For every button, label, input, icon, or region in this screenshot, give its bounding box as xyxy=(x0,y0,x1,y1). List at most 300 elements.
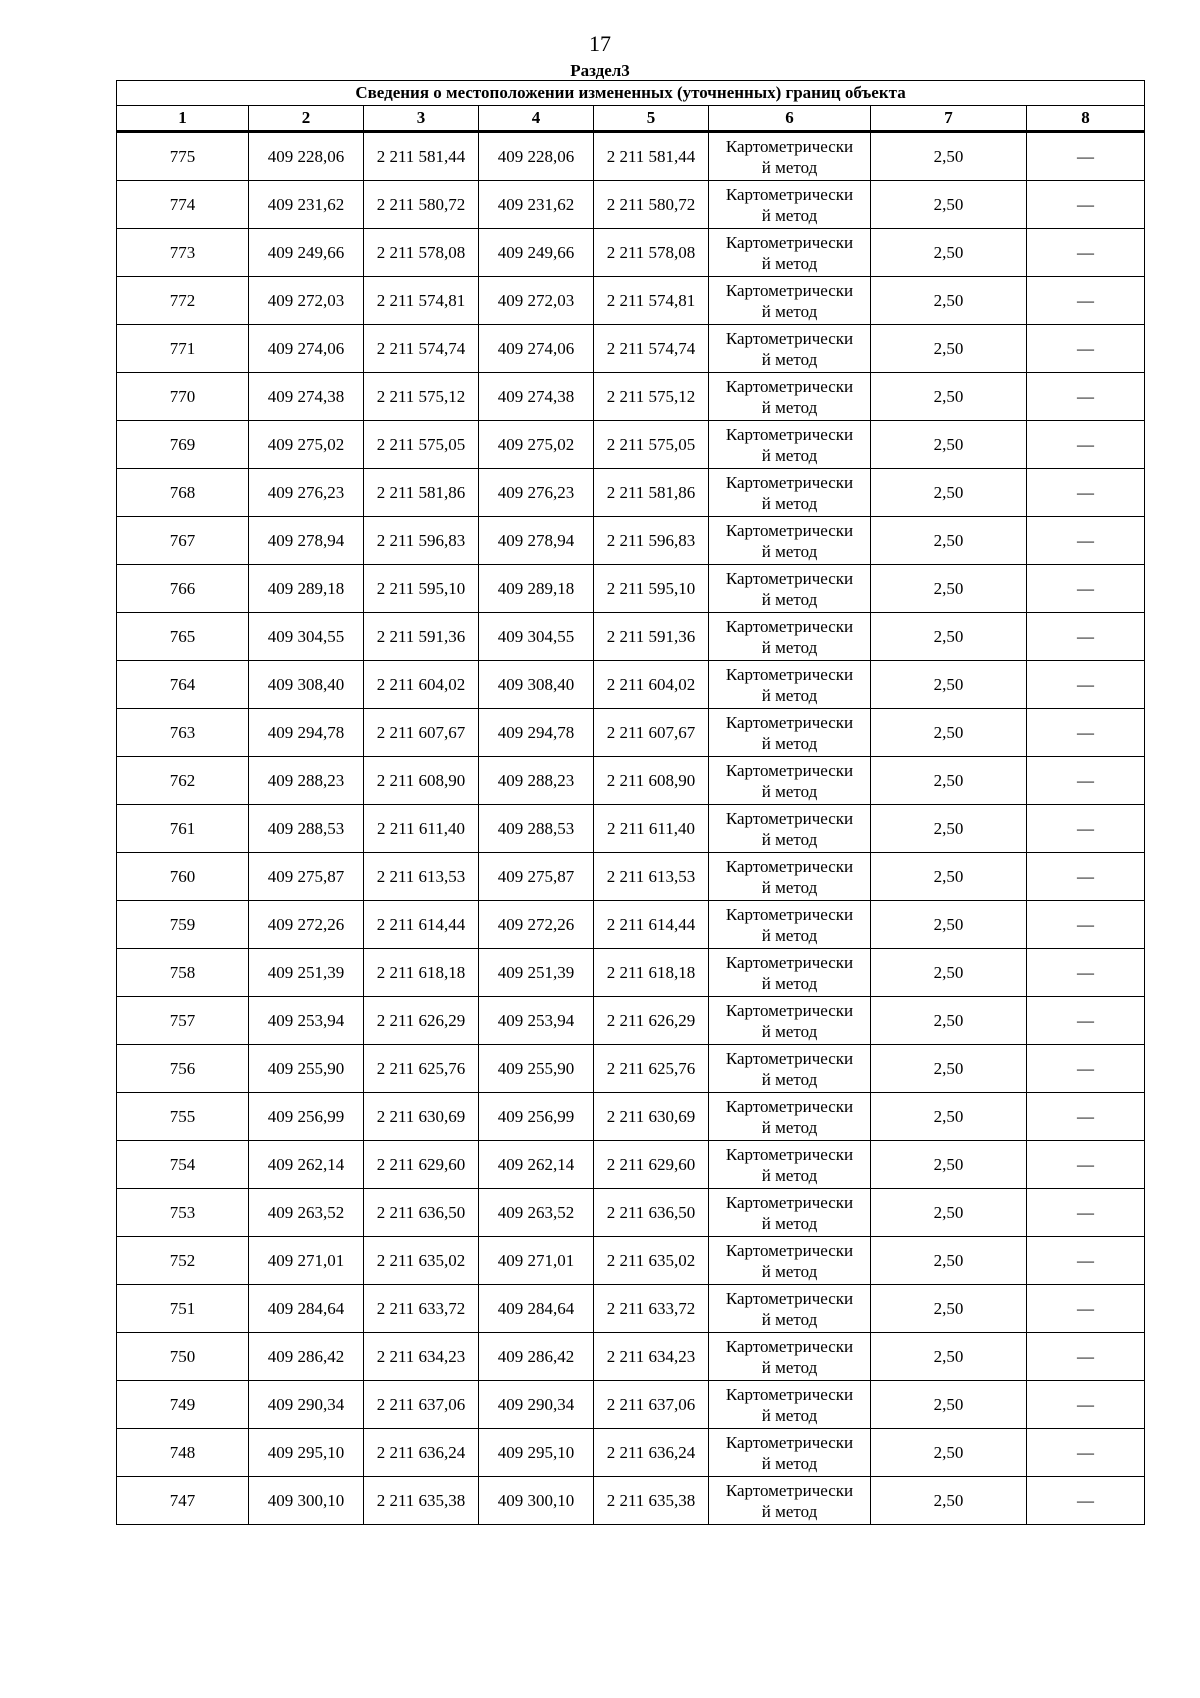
cell-note: — xyxy=(1027,1141,1145,1189)
cell-method xyxy=(709,901,871,949)
method-text-line-2: й метод xyxy=(761,349,818,369)
cell-x2: 409 272,26 xyxy=(479,901,594,949)
cell-y2: 2 211 618,18 xyxy=(594,949,709,997)
cell-n: 771 xyxy=(117,325,249,373)
method-text-line-1: Картометрически xyxy=(725,424,854,444)
table-row xyxy=(117,805,1145,853)
cell-method xyxy=(709,1333,871,1381)
cell-precision: 2,50 xyxy=(871,1093,1027,1141)
cell-y2: 2 211 613,53 xyxy=(594,853,709,901)
column-number-3: 3 xyxy=(364,106,479,132)
cell-y1: 2 211 634,23 xyxy=(364,1333,479,1381)
method-text-line-2: й метод xyxy=(761,1117,818,1137)
table-row xyxy=(117,949,1145,997)
cell-note: — xyxy=(1027,229,1145,277)
method-text-line-1: Картометрически xyxy=(725,1048,854,1068)
table-row xyxy=(117,901,1145,949)
cell-precision: 2,50 xyxy=(871,661,1027,709)
cell-x2: 409 308,40 xyxy=(479,661,594,709)
cell-y1: 2 211 636,50 xyxy=(364,1189,479,1237)
cell-note: — xyxy=(1027,949,1145,997)
cell-n: 766 xyxy=(117,565,249,613)
method-text-line-1: Картометрически xyxy=(725,712,854,732)
cell-y1: 2 211 635,38 xyxy=(364,1477,479,1525)
method-text-line-2: й метод xyxy=(761,1069,818,1089)
cell-method xyxy=(709,997,871,1045)
method-text-line-2: й метод xyxy=(761,733,818,753)
cell-y2: 2 211 575,05 xyxy=(594,421,709,469)
cell-method xyxy=(709,421,871,469)
cell-x2: 409 274,06 xyxy=(479,325,594,373)
cell-note: — xyxy=(1027,1093,1145,1141)
method-text-line-2: й метод xyxy=(761,1165,818,1185)
method-text-line-1: Картометрически xyxy=(725,280,854,300)
cell-x2: 409 284,64 xyxy=(479,1285,594,1333)
cell-x2: 409 288,23 xyxy=(479,757,594,805)
method-text-line-1: Картометрически xyxy=(725,1240,854,1260)
method-text-line-1: Картометрически xyxy=(725,1480,854,1500)
table-row xyxy=(117,421,1145,469)
cell-x2: 409 255,90 xyxy=(479,1045,594,1093)
method-text-line-1: Картометрически xyxy=(725,232,854,252)
cell-x1: 409 284,64 xyxy=(249,1285,364,1333)
method-text-line-1: Картометрически xyxy=(725,568,854,588)
cell-method xyxy=(709,757,871,805)
cell-y1: 2 211 630,69 xyxy=(364,1093,479,1141)
column-number-1: 1 xyxy=(117,106,249,132)
cell-n: 747 xyxy=(117,1477,249,1525)
cell-x1: 409 278,94 xyxy=(249,517,364,565)
cell-n: 769 xyxy=(117,421,249,469)
cell-y2: 2 211 629,60 xyxy=(594,1141,709,1189)
cell-method xyxy=(709,517,871,565)
cell-y2: 2 211 581,44 xyxy=(594,132,709,181)
column-numbers-row xyxy=(117,106,1145,132)
method-text-line-1: Картометрически xyxy=(725,136,854,156)
cell-x1: 409 294,78 xyxy=(249,709,364,757)
cell-y1: 2 211 604,02 xyxy=(364,661,479,709)
cell-y1: 2 211 595,10 xyxy=(364,565,479,613)
cell-x2: 409 262,14 xyxy=(479,1141,594,1189)
cell-precision: 2,50 xyxy=(871,1237,1027,1285)
cell-method xyxy=(709,1429,871,1477)
cell-method xyxy=(709,325,871,373)
cell-n: 768 xyxy=(117,469,249,517)
table-row xyxy=(117,1285,1145,1333)
method-text-line-2: й метод xyxy=(761,397,818,417)
cell-x2: 409 276,23 xyxy=(479,469,594,517)
cell-x2: 409 274,38 xyxy=(479,373,594,421)
cell-y2: 2 211 581,86 xyxy=(594,469,709,517)
cell-method xyxy=(709,181,871,229)
method-text-line-2: й метод xyxy=(761,1357,818,1377)
cell-precision: 2,50 xyxy=(871,1333,1027,1381)
table-row xyxy=(117,229,1145,277)
cell-x1: 409 288,23 xyxy=(249,757,364,805)
cell-y2: 2 211 574,74 xyxy=(594,325,709,373)
cell-x2: 409 271,01 xyxy=(479,1237,594,1285)
cell-x1: 409 271,01 xyxy=(249,1237,364,1285)
cell-n: 758 xyxy=(117,949,249,997)
cell-n: 755 xyxy=(117,1093,249,1141)
table-row xyxy=(117,1189,1145,1237)
table-row xyxy=(117,1477,1145,1525)
cell-precision: 2,50 xyxy=(871,1141,1027,1189)
cell-x1: 409 275,87 xyxy=(249,853,364,901)
cell-x2: 409 304,55 xyxy=(479,613,594,661)
cell-note: — xyxy=(1027,1381,1145,1429)
method-text-line-2: й метод xyxy=(761,253,818,273)
cell-x1: 409 231,62 xyxy=(249,181,364,229)
cell-precision: 2,50 xyxy=(871,949,1027,997)
cell-y1: 2 211 608,90 xyxy=(364,757,479,805)
table-caption: Сведения о местоположении измененных (уточненных) границ объекта xyxy=(117,81,1145,106)
cell-n: 764 xyxy=(117,661,249,709)
method-text-line-2: й метод xyxy=(761,877,818,897)
cell-note: — xyxy=(1027,373,1145,421)
cell-note: — xyxy=(1027,469,1145,517)
cell-note: — xyxy=(1027,1333,1145,1381)
table-row xyxy=(117,132,1145,181)
cell-y1: 2 211 574,74 xyxy=(364,325,479,373)
cell-y2: 2 211 614,44 xyxy=(594,901,709,949)
cell-note: — xyxy=(1027,805,1145,853)
method-text-line-2: й метод xyxy=(761,1405,818,1425)
cell-y2: 2 211 574,81 xyxy=(594,277,709,325)
table-body xyxy=(117,132,1145,1525)
method-text-line-1: Картометрически xyxy=(725,1096,854,1116)
cell-precision: 2,50 xyxy=(871,565,1027,613)
cell-x1: 409 304,55 xyxy=(249,613,364,661)
cell-y1: 2 211 581,86 xyxy=(364,469,479,517)
method-text-line-2: й метод xyxy=(761,1213,818,1233)
cell-x1: 409 300,10 xyxy=(249,1477,364,1525)
table-row xyxy=(117,565,1145,613)
method-text-line-2: й метод xyxy=(761,541,818,561)
cell-n: 765 xyxy=(117,613,249,661)
cell-method xyxy=(709,1141,871,1189)
cell-x1: 409 290,34 xyxy=(249,1381,364,1429)
table-caption-row xyxy=(117,81,1145,106)
cell-precision: 2,50 xyxy=(871,997,1027,1045)
method-text-line-1: Картометрически xyxy=(725,664,854,684)
cell-y1: 2 211 629,60 xyxy=(364,1141,479,1189)
cell-method xyxy=(709,805,871,853)
method-text-line-1: Картометрически xyxy=(725,1288,854,1308)
table-row xyxy=(117,1333,1145,1381)
cell-n: 753 xyxy=(117,1189,249,1237)
method-text-line-1: Картометрически xyxy=(725,1336,854,1356)
cell-x2: 409 300,10 xyxy=(479,1477,594,1525)
cell-y1: 2 211 618,18 xyxy=(364,949,479,997)
method-text-line-2: й метод xyxy=(761,445,818,465)
cell-method xyxy=(709,373,871,421)
cell-precision: 2,50 xyxy=(871,805,1027,853)
cell-y2: 2 211 580,72 xyxy=(594,181,709,229)
column-number-2: 2 xyxy=(249,106,364,132)
cell-x2: 409 231,62 xyxy=(479,181,594,229)
cell-x2: 409 295,10 xyxy=(479,1429,594,1477)
cell-y1: 2 211 614,44 xyxy=(364,901,479,949)
cell-precision: 2,50 xyxy=(871,853,1027,901)
cell-precision: 2,50 xyxy=(871,469,1027,517)
cell-x1: 409 274,06 xyxy=(249,325,364,373)
method-text-line-2: й метод xyxy=(761,1021,818,1041)
method-text-line-2: й метод xyxy=(761,1309,818,1329)
cell-x1: 409 289,18 xyxy=(249,565,364,613)
table-row xyxy=(117,277,1145,325)
cell-note: — xyxy=(1027,277,1145,325)
cell-y2: 2 211 636,50 xyxy=(594,1189,709,1237)
cell-note: — xyxy=(1027,661,1145,709)
cell-precision: 2,50 xyxy=(871,277,1027,325)
cell-method xyxy=(709,1477,871,1525)
method-text-line-2: й метод xyxy=(761,589,818,609)
cell-y2: 2 211 604,02 xyxy=(594,661,709,709)
table-row xyxy=(117,1141,1145,1189)
cell-precision: 2,50 xyxy=(871,229,1027,277)
cell-precision: 2,50 xyxy=(871,181,1027,229)
cell-x1: 409 262,14 xyxy=(249,1141,364,1189)
cell-n: 763 xyxy=(117,709,249,757)
cell-n: 772 xyxy=(117,277,249,325)
cell-x1: 409 251,39 xyxy=(249,949,364,997)
cell-n: 767 xyxy=(117,517,249,565)
cell-note: — xyxy=(1027,1189,1145,1237)
method-text-line-2: й метод xyxy=(761,205,818,225)
cell-y1: 2 211 574,81 xyxy=(364,277,479,325)
cell-note: — xyxy=(1027,613,1145,661)
cell-method xyxy=(709,1381,871,1429)
cell-precision: 2,50 xyxy=(871,613,1027,661)
cell-precision: 2,50 xyxy=(871,757,1027,805)
cell-n: 775 xyxy=(117,132,249,181)
column-number-7: 7 xyxy=(871,106,1027,132)
cell-x2: 409 275,87 xyxy=(479,853,594,901)
cell-method xyxy=(709,229,871,277)
cell-y1: 2 211 578,08 xyxy=(364,229,479,277)
cell-x2: 409 294,78 xyxy=(479,709,594,757)
boundary-coordinates-table xyxy=(116,80,1145,1525)
cell-y1: 2 211 637,06 xyxy=(364,1381,479,1429)
cell-y2: 2 211 607,67 xyxy=(594,709,709,757)
cell-note: — xyxy=(1027,1477,1145,1525)
cell-precision: 2,50 xyxy=(871,325,1027,373)
cell-precision: 2,50 xyxy=(871,709,1027,757)
cell-y2: 2 211 578,08 xyxy=(594,229,709,277)
table-row xyxy=(117,709,1145,757)
cell-y2: 2 211 630,69 xyxy=(594,1093,709,1141)
cell-y1: 2 211 633,72 xyxy=(364,1285,479,1333)
cell-method xyxy=(709,277,871,325)
cell-y1: 2 211 580,72 xyxy=(364,181,479,229)
table-row xyxy=(117,1381,1145,1429)
method-text-line-1: Картометрически xyxy=(725,616,854,636)
cell-y2: 2 211 626,29 xyxy=(594,997,709,1045)
cell-method xyxy=(709,949,871,997)
cell-y2: 2 211 575,12 xyxy=(594,373,709,421)
column-number-6: 6 xyxy=(709,106,871,132)
cell-x2: 409 256,99 xyxy=(479,1093,594,1141)
cell-x1: 409 295,10 xyxy=(249,1429,364,1477)
cell-x1: 409 276,23 xyxy=(249,469,364,517)
cell-x1: 409 263,52 xyxy=(249,1189,364,1237)
cell-x2: 409 275,02 xyxy=(479,421,594,469)
cell-note: — xyxy=(1027,1285,1145,1333)
cell-x1: 409 256,99 xyxy=(249,1093,364,1141)
method-text-line-2: й метод xyxy=(761,781,818,801)
table-row xyxy=(117,517,1145,565)
cell-y1: 2 211 575,05 xyxy=(364,421,479,469)
table-row xyxy=(117,325,1145,373)
method-text-line-2: й метод xyxy=(761,685,818,705)
method-text-line-1: Картометрически xyxy=(725,904,854,924)
cell-y1: 2 211 581,44 xyxy=(364,132,479,181)
method-text-line-2: й метод xyxy=(761,493,818,513)
method-text-line-2: й метод xyxy=(761,1261,818,1281)
cell-x1: 409 272,03 xyxy=(249,277,364,325)
column-number-5: 5 xyxy=(594,106,709,132)
cell-x1: 409 275,02 xyxy=(249,421,364,469)
table-row xyxy=(117,1045,1145,1093)
cell-n: 750 xyxy=(117,1333,249,1381)
method-text-line-2: й метод xyxy=(761,157,818,177)
method-text-line-2: й метод xyxy=(761,301,818,321)
cell-precision: 2,50 xyxy=(871,1285,1027,1333)
cell-precision: 2,50 xyxy=(871,1381,1027,1429)
method-text-line-1: Картометрически xyxy=(725,808,854,828)
cell-precision: 2,50 xyxy=(871,1045,1027,1093)
method-text-line-1: Картометрически xyxy=(725,1144,854,1164)
cell-x1: 409 286,42 xyxy=(249,1333,364,1381)
cell-method xyxy=(709,1237,871,1285)
cell-x2: 409 249,66 xyxy=(479,229,594,277)
cell-note: — xyxy=(1027,181,1145,229)
cell-note: — xyxy=(1027,853,1145,901)
table-row xyxy=(117,469,1145,517)
cell-y2: 2 211 591,36 xyxy=(594,613,709,661)
cell-x2: 409 286,42 xyxy=(479,1333,594,1381)
cell-note: — xyxy=(1027,1237,1145,1285)
cell-precision: 2,50 xyxy=(871,1477,1027,1525)
cell-n: 749 xyxy=(117,1381,249,1429)
method-text-line-1: Картометрически xyxy=(725,1432,854,1452)
cell-y2: 2 211 633,72 xyxy=(594,1285,709,1333)
cell-n: 760 xyxy=(117,853,249,901)
cell-n: 770 xyxy=(117,373,249,421)
method-text-line-1: Картометрически xyxy=(725,952,854,972)
cell-note: — xyxy=(1027,517,1145,565)
cell-note: — xyxy=(1027,757,1145,805)
method-text-line-1: Картометрически xyxy=(725,376,854,396)
cell-method xyxy=(709,1093,871,1141)
cell-n: 751 xyxy=(117,1285,249,1333)
cell-y2: 2 211 634,23 xyxy=(594,1333,709,1381)
cell-method xyxy=(709,1285,871,1333)
method-text-line-1: Картометрически xyxy=(725,1000,854,1020)
cell-n: 759 xyxy=(117,901,249,949)
cell-n: 756 xyxy=(117,1045,249,1093)
cell-y1: 2 211 596,83 xyxy=(364,517,479,565)
table-row xyxy=(117,373,1145,421)
cell-y1: 2 211 613,53 xyxy=(364,853,479,901)
cell-method xyxy=(709,853,871,901)
cell-precision: 2,50 xyxy=(871,901,1027,949)
cell-x2: 409 251,39 xyxy=(479,949,594,997)
cell-y2: 2 211 635,38 xyxy=(594,1477,709,1525)
cell-note: — xyxy=(1027,132,1145,181)
cell-x2: 409 263,52 xyxy=(479,1189,594,1237)
cell-note: — xyxy=(1027,565,1145,613)
method-text-line-1: Картометрически xyxy=(725,472,854,492)
section-title: Раздел3 xyxy=(570,61,630,80)
cell-x1: 409 288,53 xyxy=(249,805,364,853)
method-text-line-2: й метод xyxy=(761,637,818,657)
cell-x2: 409 228,06 xyxy=(479,132,594,181)
cell-x1: 409 253,94 xyxy=(249,997,364,1045)
cell-y1: 2 211 635,02 xyxy=(364,1237,479,1285)
cell-precision: 2,50 xyxy=(871,1189,1027,1237)
cell-n: 754 xyxy=(117,1141,249,1189)
cell-y2: 2 211 625,76 xyxy=(594,1045,709,1093)
method-text-line-2: й метод xyxy=(761,1453,818,1473)
method-text-line-2: й метод xyxy=(761,925,818,945)
cell-x1: 409 228,06 xyxy=(249,132,364,181)
cell-x1: 409 274,38 xyxy=(249,373,364,421)
method-text-line-1: Картометрически xyxy=(725,1384,854,1404)
cell-n: 752 xyxy=(117,1237,249,1285)
cell-y2: 2 211 595,10 xyxy=(594,565,709,613)
cell-precision: 2,50 xyxy=(871,1429,1027,1477)
cell-x2: 409 253,94 xyxy=(479,997,594,1045)
cell-method xyxy=(709,1045,871,1093)
cell-n: 773 xyxy=(117,229,249,277)
table-row xyxy=(117,997,1145,1045)
cell-y2: 2 211 608,90 xyxy=(594,757,709,805)
cell-note: — xyxy=(1027,325,1145,373)
column-number-4: 4 xyxy=(479,106,594,132)
cell-n: 762 xyxy=(117,757,249,805)
cell-method xyxy=(709,565,871,613)
cell-y1: 2 211 611,40 xyxy=(364,805,479,853)
cell-x1: 409 249,66 xyxy=(249,229,364,277)
column-number-8: 8 xyxy=(1027,106,1145,132)
cell-y1: 2 211 575,12 xyxy=(364,373,479,421)
method-text-line-1: Картометрически xyxy=(725,184,854,204)
cell-x2: 409 278,94 xyxy=(479,517,594,565)
method-text-line-1: Картометрически xyxy=(725,1192,854,1212)
cell-precision: 2,50 xyxy=(871,517,1027,565)
table-row xyxy=(117,1429,1145,1477)
cell-y1: 2 211 591,36 xyxy=(364,613,479,661)
cell-precision: 2,50 xyxy=(871,373,1027,421)
cell-n: 757 xyxy=(117,997,249,1045)
cell-method xyxy=(709,661,871,709)
cell-method xyxy=(709,613,871,661)
table-row xyxy=(117,613,1145,661)
cell-note: — xyxy=(1027,1429,1145,1477)
cell-method xyxy=(709,1189,871,1237)
cell-x2: 409 289,18 xyxy=(479,565,594,613)
method-text-line-1: Картометрически xyxy=(725,760,854,780)
cell-y2: 2 211 596,83 xyxy=(594,517,709,565)
cell-method xyxy=(709,709,871,757)
cell-note: — xyxy=(1027,901,1145,949)
table-row xyxy=(117,1093,1145,1141)
method-text-line-1: Картометрически xyxy=(725,856,854,876)
table-row xyxy=(117,757,1145,805)
cell-y1: 2 211 607,67 xyxy=(364,709,479,757)
